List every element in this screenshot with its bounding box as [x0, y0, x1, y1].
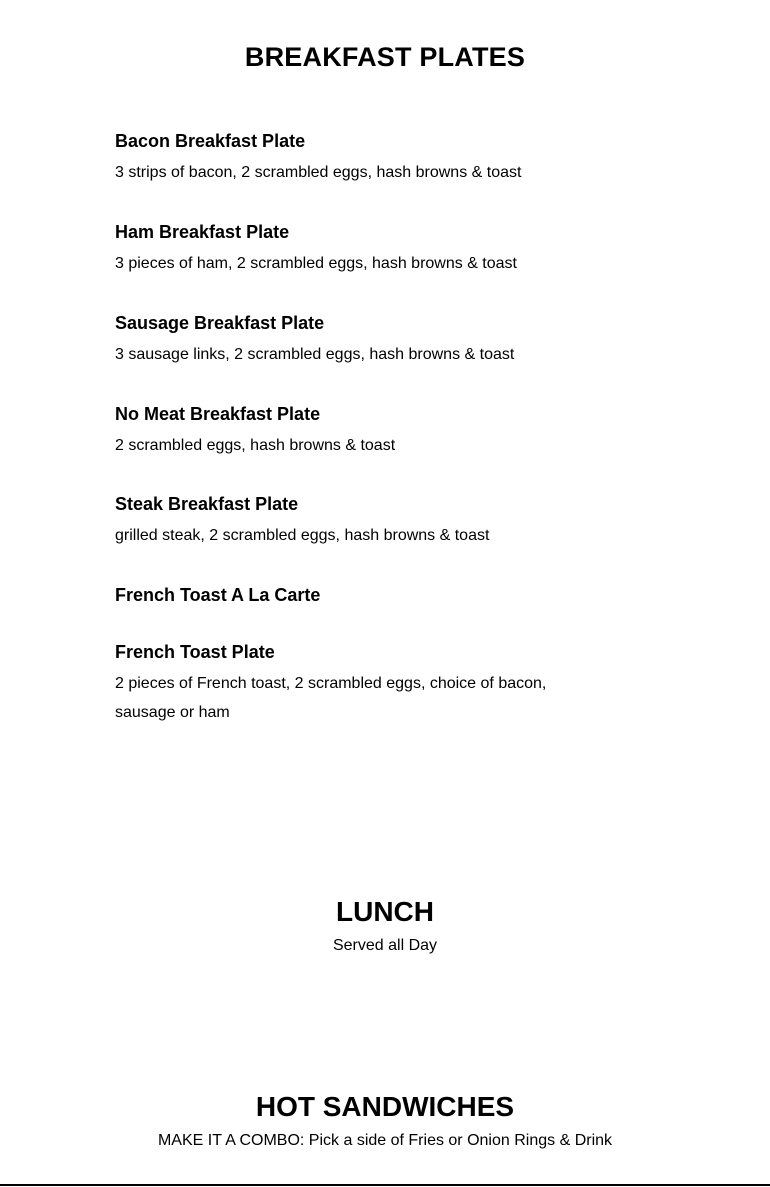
breakfast-section-title: BREAKFAST PLATES: [244, 42, 526, 72]
menu-item-name: French Toast Plate: [115, 642, 275, 662]
menu-item-description: 3 pieces of ham, 2 scrambled eggs, hash browns & toast: [115, 255, 517, 272]
menu-item-french-toast-plate: [115, 641, 585, 727]
menu-item-name: Sausage Breakfast Plate: [115, 313, 325, 333]
menu-item-bacon-plate: [115, 130, 585, 187]
menu-item-description: 3 strips of bacon, 2 scrambled eggs, hash browns & toast: [115, 164, 522, 181]
menu-item-name: Steak Breakfast Plate: [115, 494, 299, 514]
menu-item-name: No Meat Breakfast Plate: [115, 404, 321, 424]
lunch-section-title: LUNCH: [336, 896, 434, 927]
menu-item-french-toast-a-la-carte: [115, 584, 585, 606]
combo-note: MAKE IT A COMBO: Pick a side of Fries or Onion Rings & Drink: [157, 1132, 613, 1149]
menu-item-no-meat-plate: [115, 403, 585, 460]
hot-sandwiches-section-title: HOT SANDWICHES: [255, 1091, 515, 1122]
menu-item-name: Ham Breakfast Plate: [115, 222, 290, 242]
menu-item-ham-plate: [115, 221, 585, 278]
lunch-subtitle: Served all Day: [332, 937, 438, 954]
menu-item-description: 2 pieces of French toast, 2 scrambled eggs, choice of bacon, sausage or ham: [115, 675, 547, 721]
menu-item-name: French Toast A La Carte: [115, 585, 321, 605]
menu-item-name: Bacon Breakfast Plate: [115, 131, 306, 151]
menu-item-sausage-plate: [115, 312, 585, 369]
menu-item-description: 2 scrambled eggs, hash browns & toast: [115, 437, 396, 454]
menu-item-description: grilled steak, 2 scrambled eggs, hash browns & toast: [115, 527, 490, 544]
menu-item-steak-plate: [115, 493, 585, 550]
bottom-divider: [0, 1184, 770, 1186]
menu-item-description: 3 sausage links, 2 scrambled eggs, hash browns & toast: [115, 346, 515, 363]
